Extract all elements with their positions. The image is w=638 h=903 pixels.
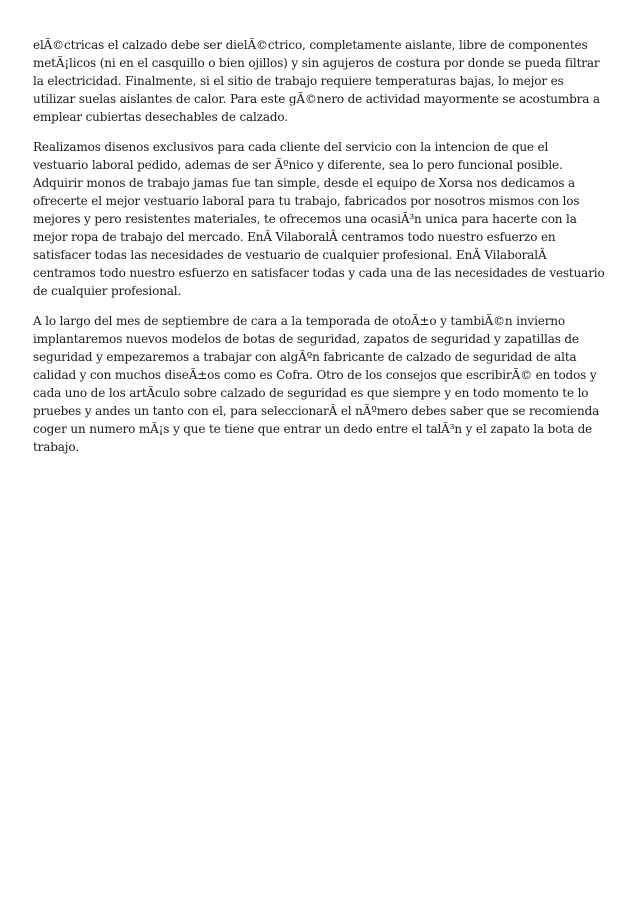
document-body xyxy=(33,36,605,468)
paragraph-3: A lo largo del mes de septiembre de cara a la temporada de otoÃ±o y tambiÃ©n invierno implantaremos nuevos modelos de botas de seguridad, zapatos de seguridad y zapatillas de seguridad y empezaremos a trabajar con algÃºn fabricante de calzado de seguridad de alta calidad y con muchos diseÃ±os como es Cofra. Otro de los consejos que escribirÃ© en todos y cada uno de los artÃculo sobre calzado de seguridad es que siempre y en todo momento te lo pruebes y andes un tanto con el, para seleccionarÂ el nÃºmero debes saber que se recomienda coger un numero mÃ¡s y que te tiene que entrar un dedo entre el talÃ³n y el zapato la bota de trabajo. xyxy=(33,314,600,454)
paragraph-1: elÃ©ctricas el calzado debe ser dielÃ©ctrico, completamente aislante, libre de componentes metÃ¡licos (ni en el casquillo o bien ojillos) y sin agujeros de costura por donde se pueda filtrar la electricidad. Finalmente, si el sitio de trabajo requiere temperaturas bajas, lo mejor es utilizar suelas aislantes de calor. Para este gÃ©nero de actividad mayormente se acostumbra a emplear cubiertas desechables de calzado. xyxy=(33,38,600,124)
paragraph-2: Realizamos disenos exclusivos para cada cliente del servicio con la intencion de que el vestuario laboral pedido, ademas de ser Ãºnico y diferente, sea lo pero funcional posible. Adquirir monos de trabajo jamas fue tan simple, desde el equipo de Xorsa nos dedicamos a ofrecerte el mejor vestuario laboral para tu trabajo, fabricados por nosotros mismos con los mejores y pero resistentes materiales, te ofrecemos una ocasiÃ³n unica para hacerte con la mejor ropa de trabajo del mercado. EnÂ VilaboralÂ centramos todo nuestro esfuerzo en satisfacer todas las necesidades de vestuario de cualquier profesional. EnÂ VilaboralÂ centramos todo nuestro esfuerzo en satisfacer todas y cada una de las necesidades de vestuario de cualquier profesional. xyxy=(33,140,605,298)
